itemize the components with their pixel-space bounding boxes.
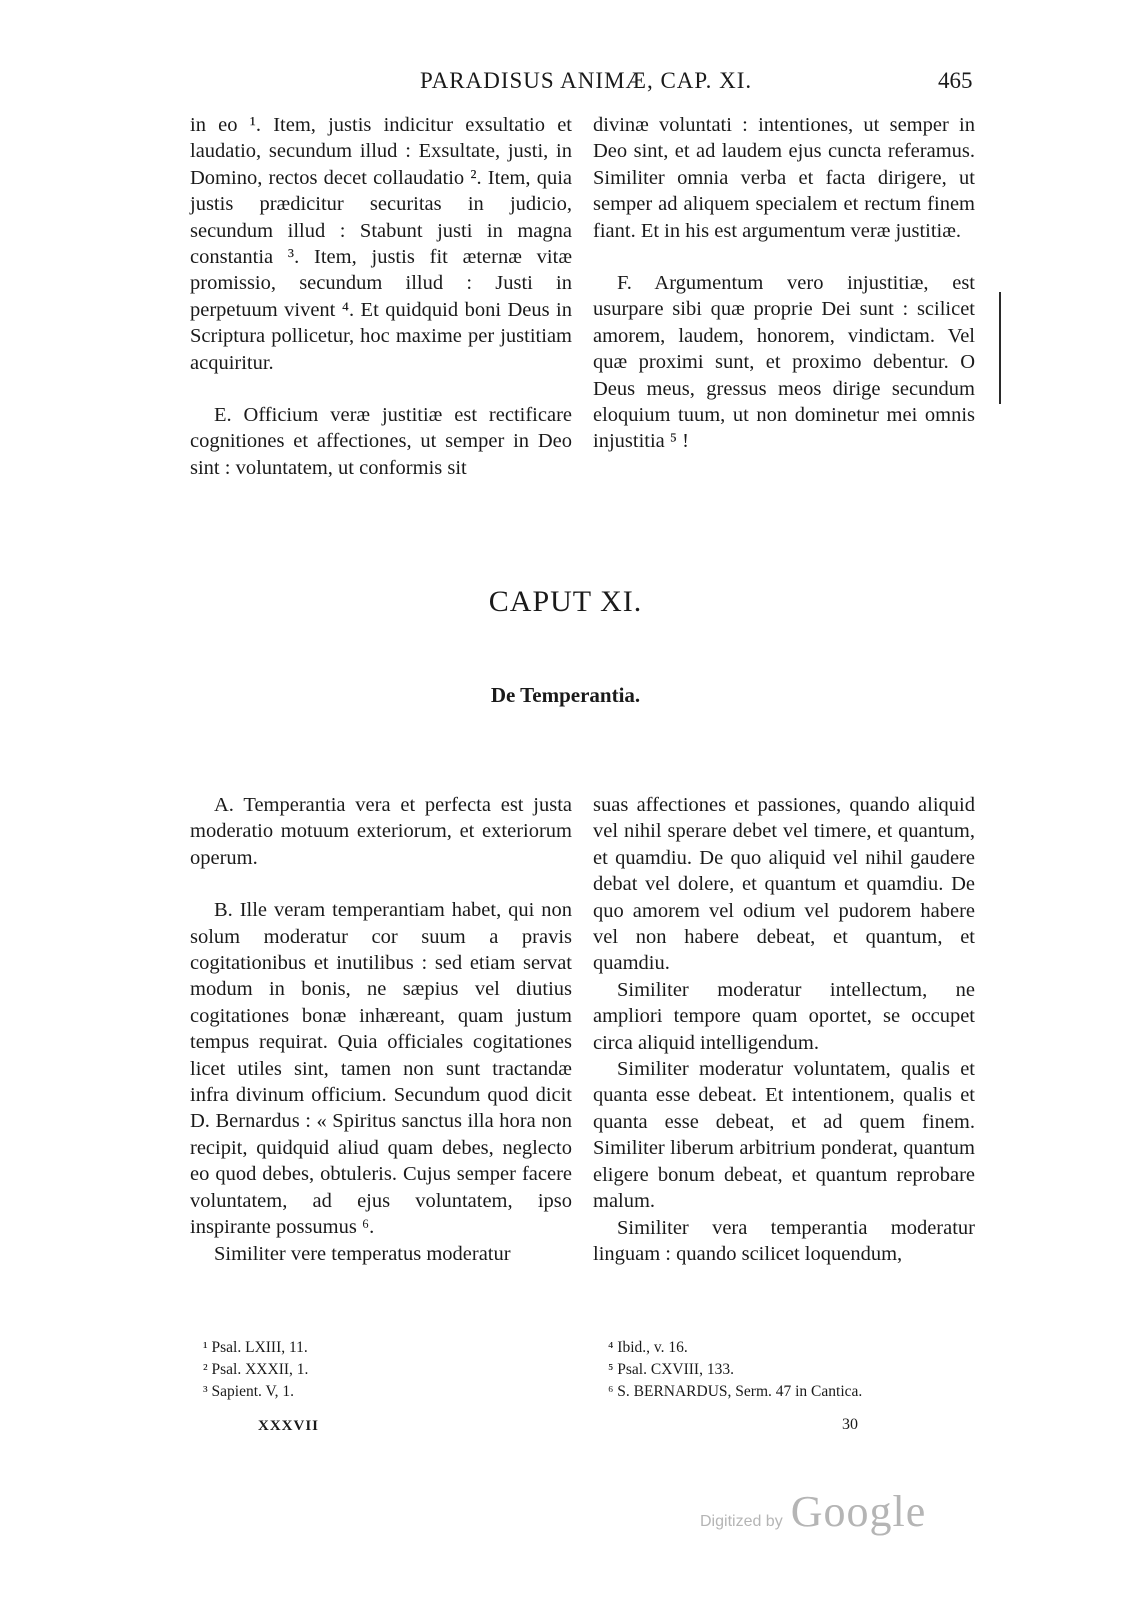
footnote: ⁴ Ibid., v. 16.	[608, 1339, 688, 1356]
footnotes-right	[608, 1337, 862, 1403]
footnote: ² Psal. XXXII, 1.	[203, 1361, 309, 1378]
chapter-subtitle: De Temperantia.	[490, 683, 641, 707]
paragraph: Similiter vera temperantia moderatur linguam : quando scilicet loquendum,	[593, 1216, 975, 1265]
google-logo: Google	[790, 1487, 927, 1536]
page-number: 465	[938, 68, 973, 93]
paragraph: A. Temperantia vera et perfecta est justa moderatio motuum exteriorum, et exteriorum operum.	[190, 794, 572, 869]
signature-mark: XXXVII	[258, 1418, 320, 1434]
running-head: PARADISUS ANIMÆ, CAP. XI.	[420, 68, 753, 93]
paragraph: E. Officium veræ justitiæ est rectificare cognitiones et affectiones, ut semper in Deo sint : voluntatem, ut conformis sit	[190, 404, 572, 479]
footnote: ⁶ S. BERNARDUS, Serm. 47 in Cantica.	[608, 1383, 863, 1400]
top-left-column	[190, 112, 572, 481]
paragraph: in eo ¹. Item, justis indicitur exsultatio et laudatio, secundum illud : Exsultate, justi, in Domino, rectos decet collaudatio ². Item, quia justis prædicitur securitas in judicio, secundum illud : Stabunt justi in magna constantia ³. Item, justis fit æternæ vitæ promissio, secundum illud : Justi in perpetuum vivent ⁴. Et quidquid boni Deus in Scriptura pollicetur, hoc maxime per justitiam acquiritur.	[190, 114, 572, 374]
sheet-number: 30	[842, 1416, 858, 1433]
paragraph: divinæ voluntati : intentiones, ut semper in Deo sint, et ad laudem ejus cuncta referamus. Similiter omnia verba et facta dirigere, ut semper ad aliquem specialem et rectum finem fiant. Et in his est argumentum veræ justitiæ.	[593, 114, 975, 242]
paragraph: Similiter vere temperatus moderatur	[214, 1242, 511, 1265]
footnotes-left	[203, 1337, 308, 1403]
paragraph: F. Argumentum vero injustitiæ, est usurpare sibi quæ proprie Dei sunt : scilicet amorem, laudem, honorem, vindictam. Vel quæ proximi sunt, et proximo debentur. O Deus meus, gressus meos dirige secundum eloquium tuum, ut non dominetur mei omnis injustitia ⁵ !	[593, 272, 975, 453]
main-left-column	[190, 792, 572, 1267]
footnote: ³ Sapient. V, 1.	[203, 1383, 295, 1400]
paragraph: suas affectiones et passiones, quando aliquid vel nihil sperare debet vel timere, et quantum, et quamdiu. De quo aliquid vel nihil gaudere debat vel dolere, et quantum et quamdiu. De quo amorem vel odium vel pudorem habere vel non habere debeat, et quantum, et quamdiu.	[593, 794, 975, 975]
chapter-title: CAPUT XI.	[488, 585, 643, 618]
paragraph: Similiter moderatur intellectum, ne ampliori tempore quam oportet, se occupet circa aliquid intelligendum.	[593, 978, 975, 1054]
paragraph: B. Ille veram temperantiam habet, qui non solum moderatur cor suum a pravis cogitationibus et inutilibus : sed etiam servat modum in bonis, ne sæpius vel diutius cogitationes bonæ inhæreant, quam justum tempus requirat. Quia officiales cogitationes licet utiles sint, tamen non sunt tractandæ infra divinum officium. Secundum quod dicit D. Bernardus : « Spiritus sanctus illa hora non recipit, quidquid aliud quam debes, neglecto eo quod debes, obtuleris. Cujus semper facere voluntatem, ad ejus voluntatem, ipso inspirante possumus ⁶.	[190, 899, 572, 1239]
watermark-prefix: Digitized by	[700, 1513, 783, 1530]
margin-mark	[999, 292, 1001, 404]
digitized-watermark	[700, 1486, 926, 1546]
main-right-column	[593, 792, 975, 1267]
paragraph: Similiter moderatur voluntatem, qualis et quanta esse debeat. Et intentionem, qualis et quanta esse debeat, et ad quem finem. Similiter liberum arbitrium ponderat, quantum eligere bonum debeat, et quantum reprobare malum.	[593, 1058, 975, 1213]
footnote: ⁵ Psal. CXVIII, 133.	[608, 1361, 734, 1378]
top-right-column	[593, 112, 975, 455]
footnote: ¹ Psal. LXIII, 11.	[203, 1339, 308, 1356]
